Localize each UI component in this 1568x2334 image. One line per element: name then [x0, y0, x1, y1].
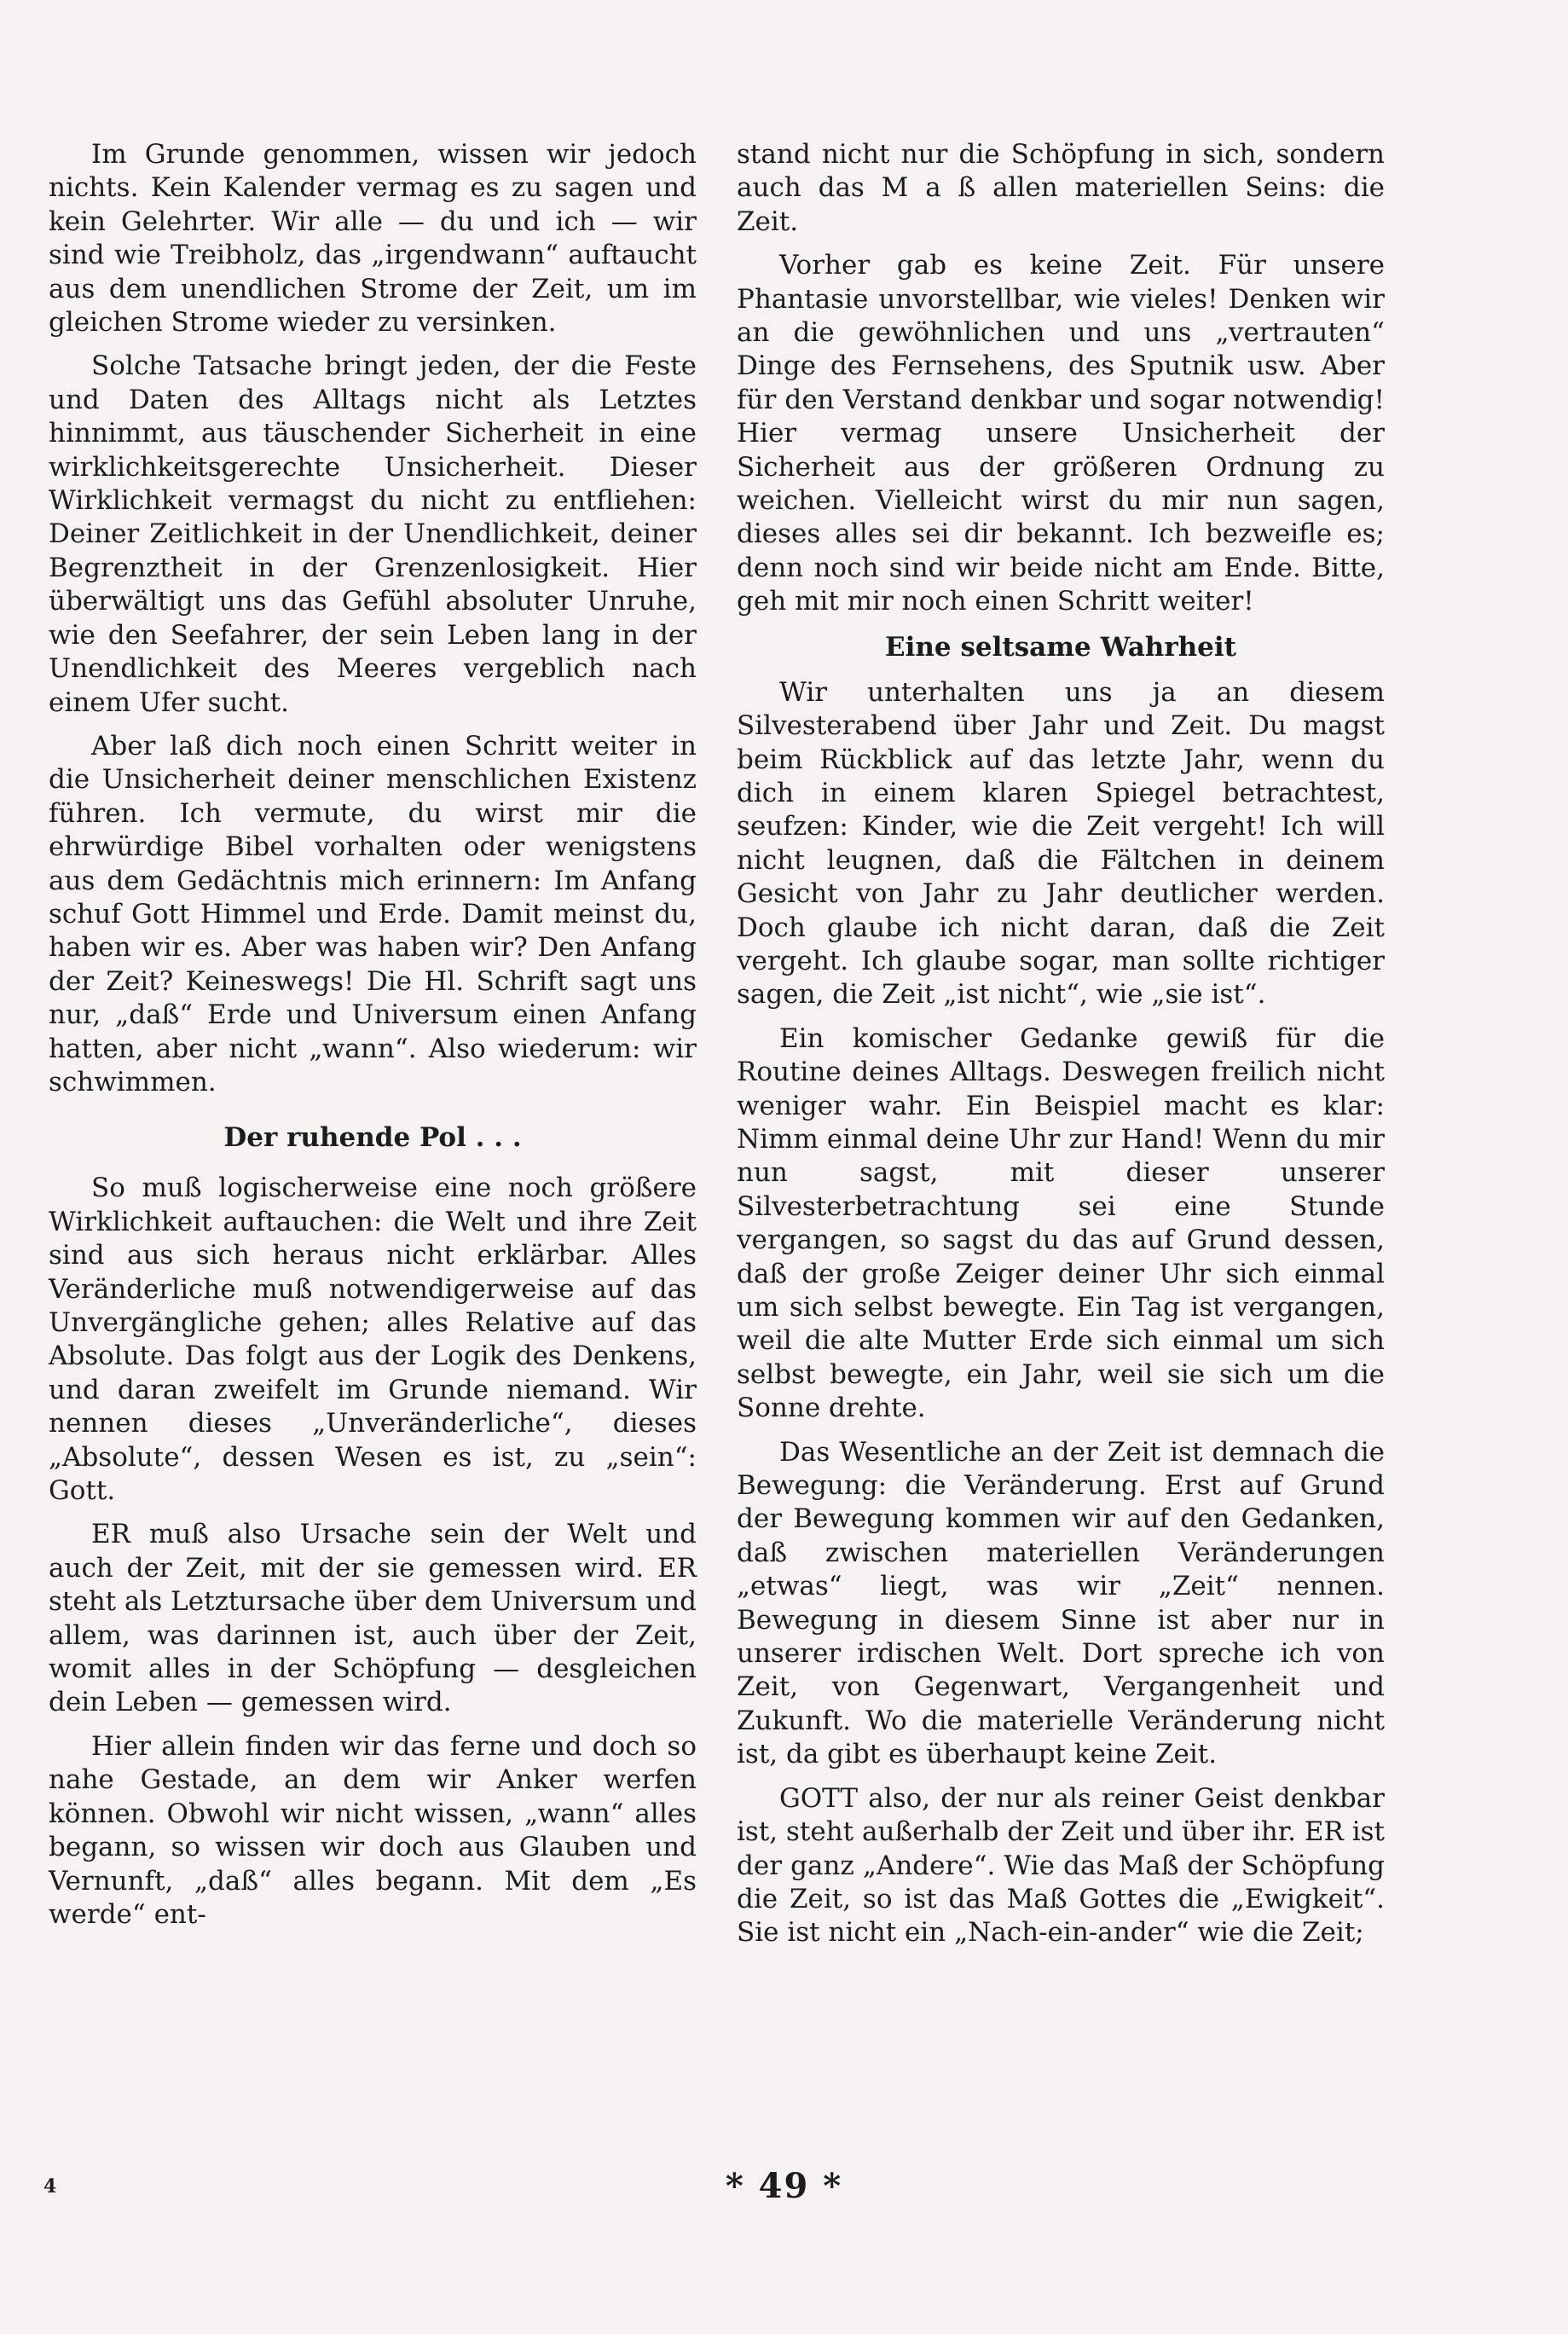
corner-mark: 4 — [43, 2175, 57, 2198]
paragraph: Ein komischer Gedanke gewiß für die Routine deines Alltags. Deswegen freilich nicht weniger wahr. Ein Beispiel macht es klar: Nimm einmal deine Uhr zur Hand! Wenn du mir nun sagst, mit dieser unserer Silvesterbetrachtung sei eine Stunde vergangen, so sagst du das auf Grund dessen, daß der große Zeiger deiner Uhr sich einmal um sich selbst bewegte. Ein Tag ist vergangen, weil die alte Mutter Erde sich einmal um sich selbst bewegte, ein Jahr, weil sie sich um die Sonne drehte. — [737, 1022, 1385, 1424]
section-heading: Der ruhende Pol . . . — [223, 1122, 522, 1154]
paragraph: Wir unterhalten uns ja an diesem Silvesterabend über Jahr und Zeit. Du magst beim Rückblick auf das letzte Jahr, wenn du dich in einem klaren Spiegel betrachtest, seufzen: Kinder, wie die Zeit vergeht! Ich will nicht leugnen, daß die Fältchen in deinem Gesicht von Jahr zu Jahr deutlicher werden. Doch glaube ich nicht daran, daß die Zeit vergeht. Ich glaube sogar, man sollte richtiger sagen, die Zeit „ist nicht“, wie „sie ist“. — [737, 676, 1385, 1011]
page-number: * 49 * — [725, 2166, 843, 2206]
paragraph: Hier allein finden wir das ferne und doch so nahe Gestade, an dem wir Anker werfen können. Obwohl wir nicht wissen, „wann“ alles begann, so wissen wir doch aus Glauben und Vernunft, „daß“ alles begann. Mit dem „Es werde“ ent- — [49, 1730, 697, 1930]
right-column — [737, 138, 1385, 1960]
paragraph: stand nicht nur die Schöpfung in sich, sondern auch das M a ß allen materiellen Seins: die Zeit. — [737, 139, 1385, 237]
paragraph: Das Wesentliche an der Zeit ist demnach die Bewegung: die Veränderung. Erst auf Grund der Bewegung kommen wir auf den Gedanken, daß zwischen materiellen Veränderungen „etwas“ liegt, was wir „Zeit“ nennen. Bewegung in diesem Sinne ist aber nur in unserer irdischen Welt. Dort spreche ich von Zeit, von Gegenwart, Vergangenheit und Zukunft. Wo die materielle Veränderung nicht ist, da gibt es überhaupt keine Zeit. — [737, 1436, 1385, 1770]
paragraph: Solche Tatsache bringt jeden, der die Feste und Daten des Alltags nicht als Letztes hinnimmt, aus täuschender Sicherheit in eine wirklichkeitsgerechte Unsicherheit. Dieser Wirklichkeit vermagst du nicht zu entfliehen: Deiner Zeitlichkeit in der Unendlichkeit, deiner Begrenztheit in der Grenzenlosigkeit. Hier überwältigt uns das Gefühl absoluter Unruhe, wie den Seefahrer, der sein Leben lang in der Unendlichkeit des Meeres vergeblich nach einem Ufer sucht. — [49, 350, 697, 718]
left-column — [49, 138, 697, 1942]
paragraph: Vorher gab es keine Zeit. Für unsere Phantasie unvorstellbar, wie vieles! Denken wir an die gewöhnlichen und uns „vertrauten“ Dinge des Fernsehens, des Sputnik usw. Aber für den Verstand denkbar und sogar notwendig! Hier vermag unsere Unsicherheit der Sicherheit aus der größeren Ordnung zu weichen. Vielleicht wirst du mir nun sagen, dieses alles sei dir bekannt. Ich bezweifle es; denn noch sind wir beide nicht am Ende. Bitte, geh mit mir noch einen Schritt weiter! — [737, 250, 1385, 617]
paragraph: ER muß also Ursache sein der Welt und auch der Zeit, mit der sie gemessen wird. ER steht als Letztursache über dem Universum und allem, was darinnen ist, auch über der Zeit, womit alles in der Schöpfung — desgleichen dein Leben — gemessen wird. — [49, 1519, 697, 1718]
paragraph: GOTT also, der nur als reiner Geist denkbar ist, steht außerhalb der Zeit und über ihr. ER ist der ganz „Andere“. Wie das Maß der Schöpfung die Zeit, so ist das Maß Gottes die „Ewigkeit“. Sie ist nicht ein „Nach-ein-ander“ wie die Zeit; — [737, 1782, 1385, 1949]
paragraph: Im Grunde genommen, wissen wir jedoch nichts. Kein Kalender vermag es zu sagen und kein Gelehrter. Wir alle — du und ich — wir sind wie Treibholz, das „irgendwann“ auftaucht aus dem unendlichen Strome der Zeit, um im gleichen Strome wieder zu versinken. — [49, 139, 697, 339]
paragraph: So muß logischerweise eine noch größere Wirklichkeit auftauchen: die Welt und ihre Zeit sind aus sich heraus nicht erklärbar. Alles Veränderliche muß notwendigerweise auf das Unvergängliche gehen; alles Relative auf das Absolute. Das folgt aus der Logik des Denkens, und daran zweifelt im Grunde niemand. Wir nennen dieses „Unveränderliche“, dieses „Absolute“, dessen Wesen es ist, zu „sein“: Gott. — [49, 1173, 697, 1507]
paragraph: Aber laß dich noch einen Schritt weiter in die Unsicherheit deiner menschlichen Existenz führen. Ich vermute, du wirst mir die ehrwürdige Bibel vorhalten oder wenigstens aus dem Gedächtnis mich erinnern: Im Anfang schuf Gott Himmel und Erde. Damit meinst du, haben wir es. Aber was haben wir? Den Anfang der Zeit? Keineswegs! Die Hl. Schrift sagt uns nur, „daß“ Erde und Universum einen Anfang hatten, aber nicht „wann“. Also wiederum: wir schwimmen. — [49, 730, 697, 1098]
section-heading: Eine seltsame Wahrheit — [884, 631, 1237, 663]
